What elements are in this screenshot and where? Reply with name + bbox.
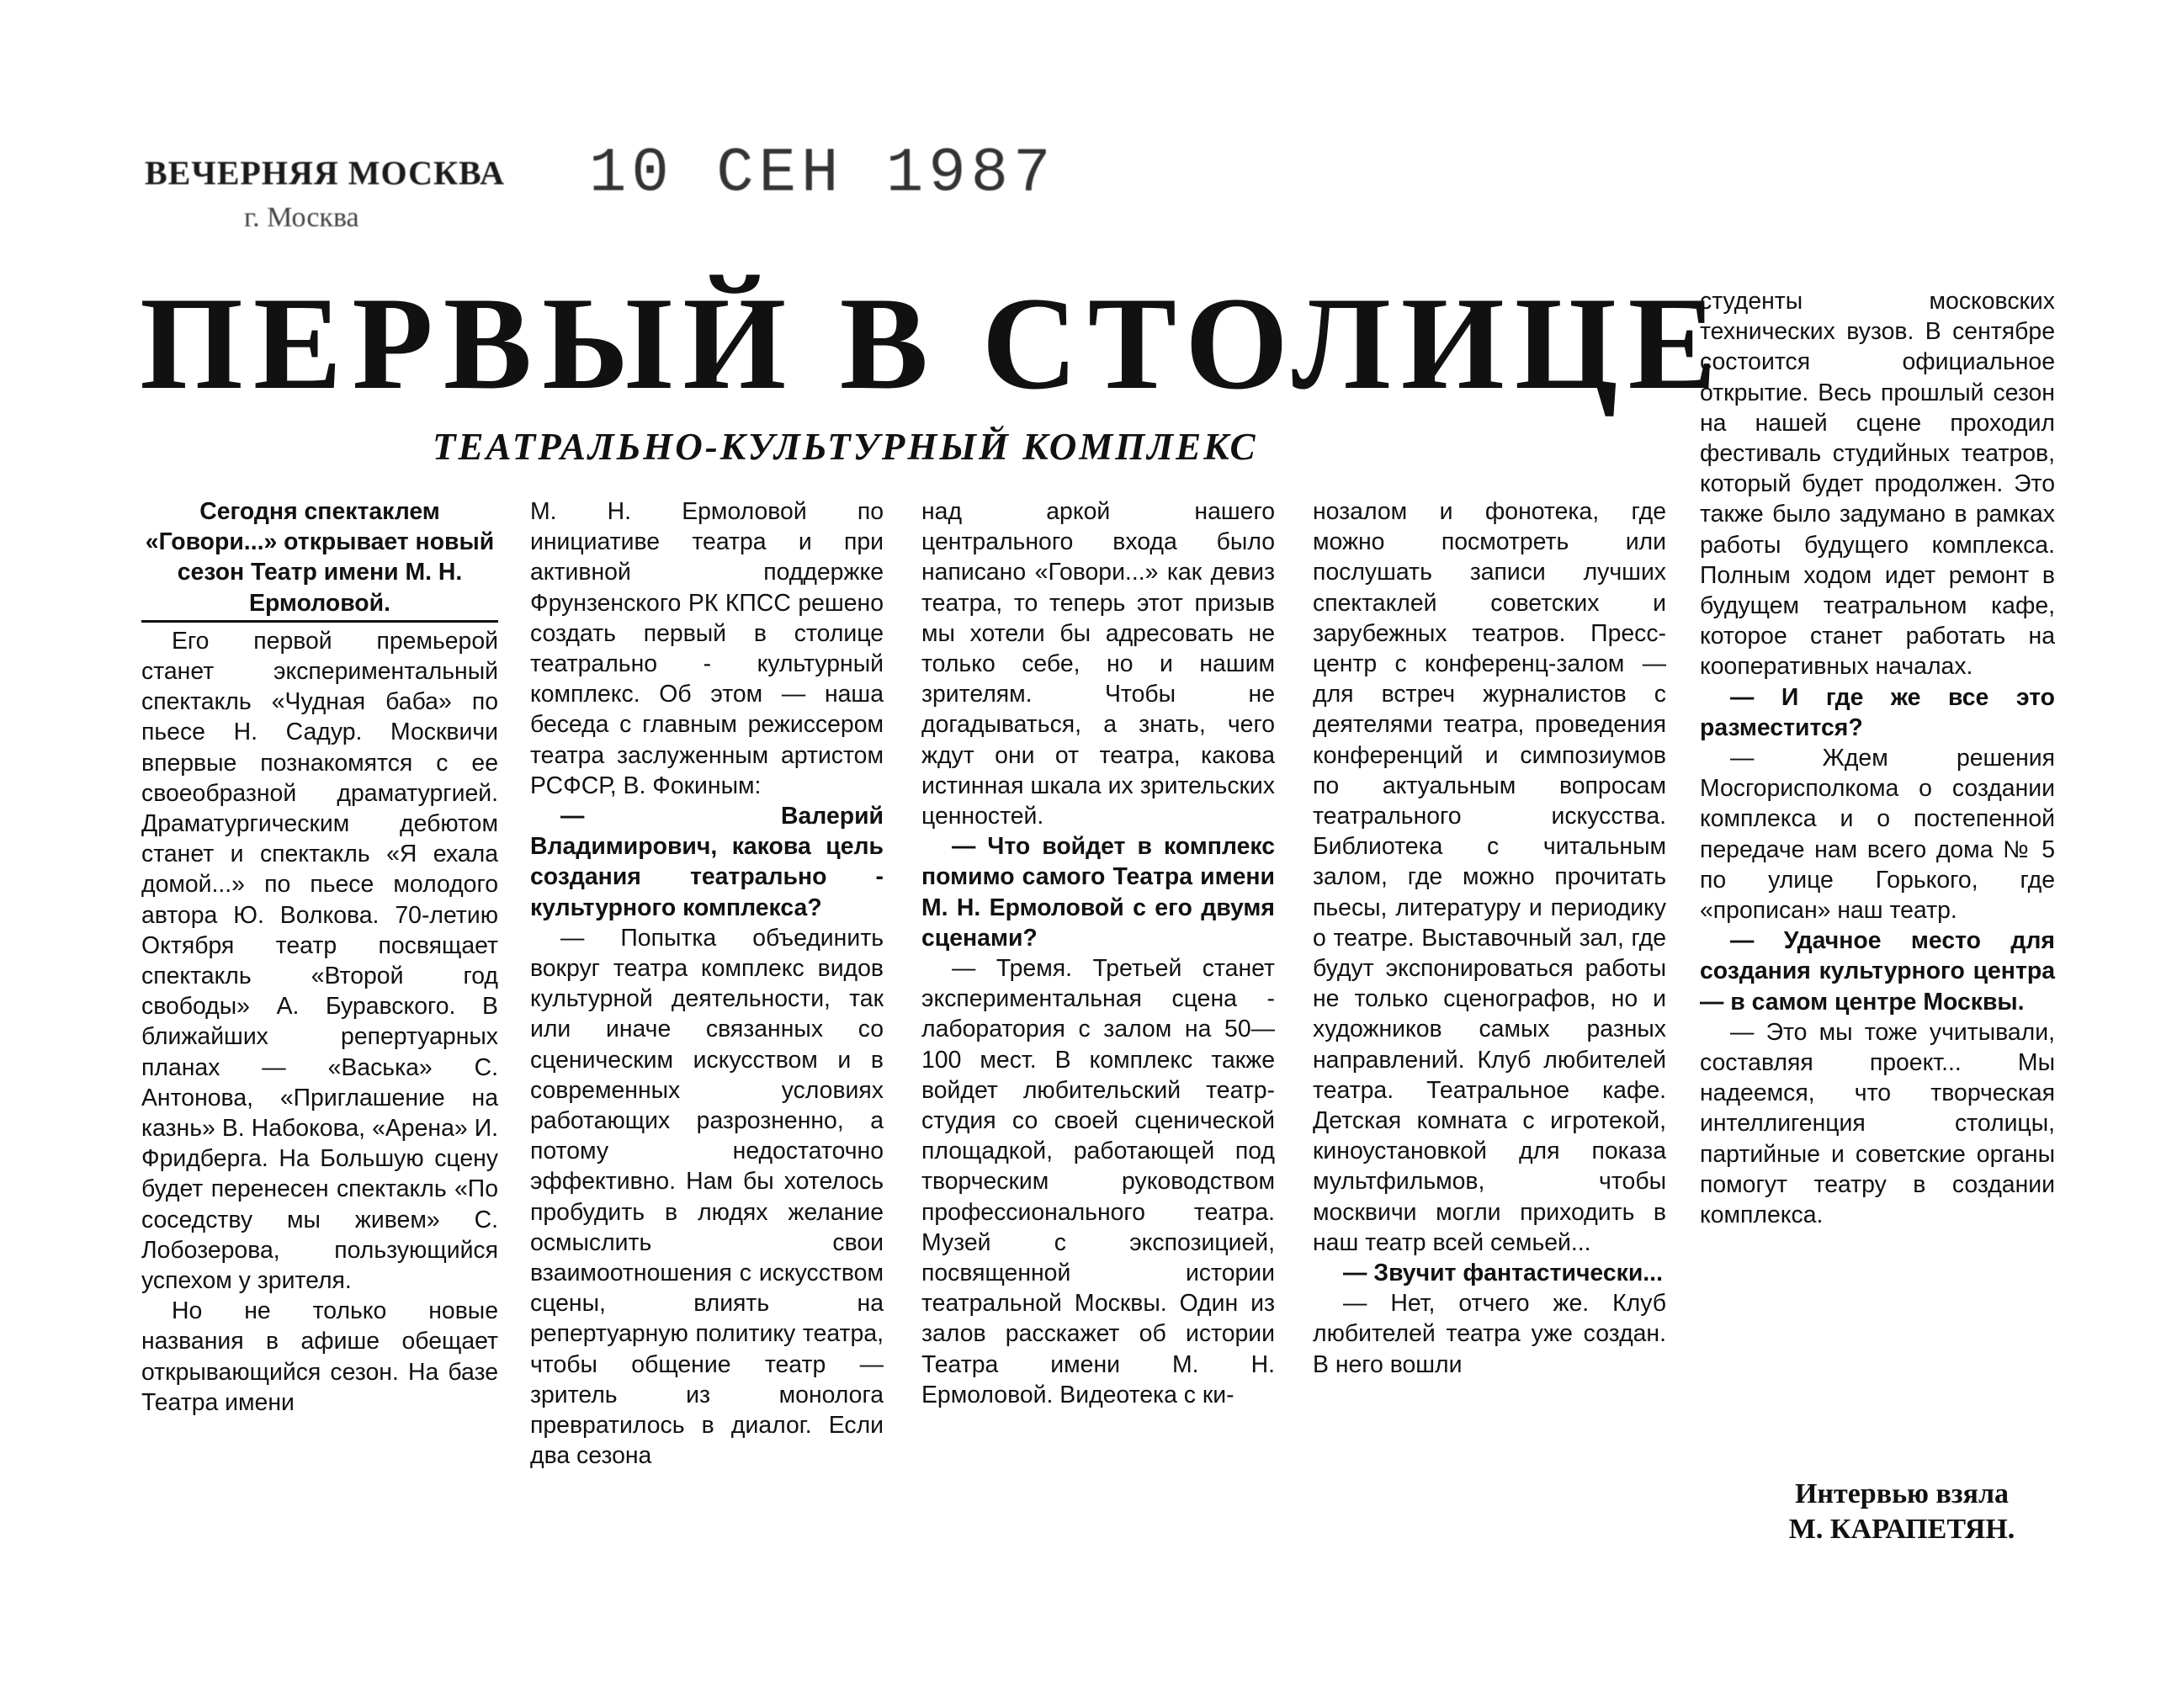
interview-question: — И где же все это разместится? — [1700, 683, 2055, 741]
article-headline: ПЕРВЫЙ В СТОЛИЦЕ — [140, 270, 1727, 417]
article-paragraph: — Тремя. Третьей станет экспериментальная сцена - лаборатория с залом на 50—100 мест. В комплекс также войдет любительский театр-студия со своей сценической площадкой, работающей под творческим руководством профессионального театра. Музей с экспозицией, посвященной истории театральной Москвы. Один из залов расскажет об истории Театра имени М. Н. Ермоловой. Видеотека с ки- — [921, 955, 1275, 1408]
article-paragraph: Его первой премьерой станет экспериментальный спектакль «Чудная баба» по пьесе Н. Садур. Москвичи впервые познакомятся с ее своеобразной драматургией. Драматургическим дебютом станет и спектакль «Я ехала домой...» по пьесе молодого автора Ю. Волкова. 70-летию Октября театр посвящает спектакль «Второй год свободы» А. Буравского. В ближайших репертуарных планах — «Васька» С. Антонова, «Приглашение на казнь» В. Набокова, «Арена» И. Фридберга. На Большую сцену будет перенесен спектакль «По соседству мы живем» С. Лобозерова, пользующийся успехом у зрителя. — [141, 627, 498, 1295]
article-paragraph: — Ждем решения Мосгорисполкома о создании комплекса и о постепенной передаче нам всего дома № 5 по улице Горького, где «прописан» наш театр. — [1700, 745, 2055, 925]
interview-question: — Звучит фантастически... — [1343, 1260, 1663, 1287]
newspaper-city-stamp: г. Москва — [244, 202, 359, 233]
article-paragraph: — Попытка объединить вокруг театра комплекс видов культурной деятельности, так или иначе связанных со сценическим искусством и в современных условиях работающих разрозненно, а потому недостаточно эффективно. Нам бы хотелось пробудить в людях желание осмыслить свои взаимоотношения с искусством сцены, влиять на репертуарную политику театра, чтобы общение театр — зритель из монолога превратилось в диалог. Если два сезона — [530, 924, 884, 1470]
article-paragraph: Но не только новые названия в афише обещает открывающийся сезон. На базе Театра имени — [141, 1297, 498, 1416]
article-column-1 — [141, 496, 498, 1418]
article-paragraph: — Это мы тоже учитывали, составляя проект... Мы надеемся, что творческая интеллигенция столицы, партийные и советские органы помогут театру в создании комплекса. — [1700, 1018, 2055, 1229]
article-paragraph: над аркой нашего центрального входа было написано «Говори...» как девиз театра, то теперь этот призыв мы хотели бы адресовать не только себе, но и нашим зрителям. Чтобы не догадываться, а знать, чего ждут они от театра, какова истинная шкала их зрительских ценностей. — [921, 498, 1275, 830]
article-lead: Сегодня спектаклем «Говори...» открывает новый сезон Театр имени М. Н. Ермоловой. — [141, 496, 498, 623]
article-paragraph: М. Н. Ермоловой по инициативе театра и при активной поддержке Фрунзенского РК КПСС решено создать первый в столице театрально - культурный комплекс. Об этом — наша беседа с главным режиссером театра заслуженным артистом РСФСР, В. Фокиным: — [530, 498, 884, 799]
article-paragraph: студенты московских технических вузов. В сентябре состоится официальное открытие. Весь прошлый сезон на нашей сцене проходил фестиваль студийных театров, который будет продолжен. Это также было задумано в рамках работы будущего комплекса. Полным ходом идет ремонт в будущем театральном кафе, которое станет работать на кооперативных началах. — [1700, 288, 2055, 681]
byline — [1742, 1477, 2062, 1547]
newspaper-name-stamp: ВЕЧЕРНЯЯ МОСКВА — [145, 154, 506, 192]
article-paragraph: нозалом и фонотека, где можно посмотреть или послушать записи лучших спектаклей советских и зарубежных театров. Пресс-центр с конференц-залом — для встреч журналистов с деятелями театра, проведения конференций и симпозиумов по актуальным вопросам театрального искусства. Библиотека с читальным залом, где можно прочитать пьесы, литературу и периодику о театре. Выставочный зал, где будут экспонироваться работы не только сценографов, но и художников самых разных направлений. Клуб любителей театра. Театральное кафе. Детская комната с игротекой, киноустановкой для показа мультфильмов, чтобы москвичи могли приходить в наш театр всей семьей... — [1313, 498, 1666, 1256]
article-column-4 — [1313, 496, 1666, 1380]
byline-credit: Интервью взяла — [1794, 1478, 2010, 1509]
interview-question: — Удачное место для создания культурного центра — в самом центре Москвы. — [1700, 927, 2055, 1016]
date-stamp: 10 СЕН 1987 — [589, 139, 1056, 210]
article-paragraph: — Нет, отчего же. Клуб любителей театра уже создан. В него вошли — [1313, 1290, 1666, 1378]
article-column-5 — [1700, 286, 2055, 1230]
interview-question: — Что войдет в комплекс помимо самого Театра имени М. Н. Ермоловой с его двумя сценами? — [921, 833, 1275, 952]
article-subtitle: ТЕАТРАЛЬНО-КУЛЬТУРНЫЙ КОМПЛЕКС — [433, 426, 1258, 468]
byline-author: М. КАРАПЕТЯН. — [1788, 1514, 2015, 1545]
interview-question: — Валерий Владимирович, какова цель создания театрально - культурного комплекса? — [530, 803, 884, 921]
article-column-3 — [921, 496, 1275, 1410]
article-column-2 — [530, 496, 884, 1472]
